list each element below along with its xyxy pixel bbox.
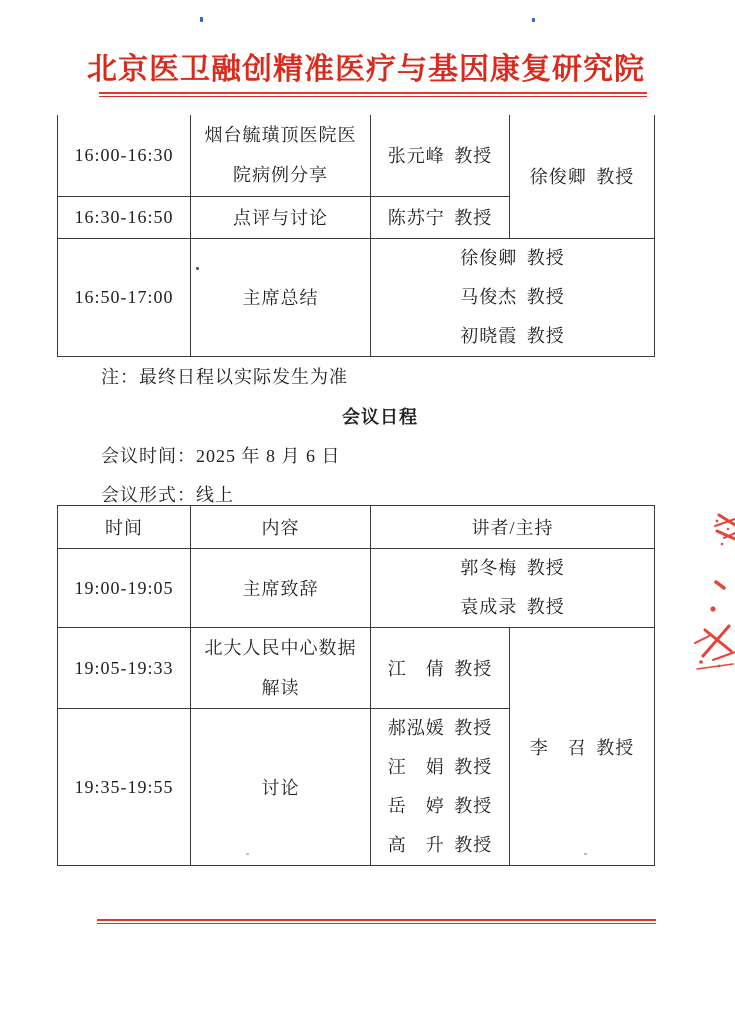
speakers-cell <box>371 238 655 356</box>
red-seal-fragment <box>693 502 735 677</box>
header-content: 内容 <box>191 506 371 549</box>
speakers-cell <box>371 709 510 866</box>
agenda-table-continued <box>57 115 655 357</box>
speaker-cell: 张元峰 教授 <box>371 115 510 196</box>
table-row <box>58 115 655 196</box>
speaker-list <box>371 239 654 356</box>
table-row <box>58 628 655 709</box>
meeting-time-line: 会议时间：2025 年 8 月 6 日 <box>101 446 341 466</box>
header-speaker-host: 讲者/主持 <box>371 506 655 549</box>
ink-speck <box>246 853 249 855</box>
speaker-name: 徐俊卿 教授 <box>460 247 565 268</box>
time-cell: 19:00-19:05 <box>58 549 191 628</box>
content-cell: 点评与讨论 <box>191 196 371 238</box>
speaker-cell: 陈苏宁 教授 <box>371 196 510 238</box>
letterhead-rule <box>99 92 647 97</box>
speaker-name: 高 升 教授 <box>387 835 493 855</box>
speaker-name: 袁成录 教授 <box>460 597 565 617</box>
host-cell: 李 召 教授 <box>510 628 655 866</box>
schedule-note: 注：最终日程以实际发生为准 <box>101 367 348 387</box>
institute-letterhead-title: 北京医卫融创精准医疗与基因康复研究院 <box>87 53 645 86</box>
meeting-format-line: 会议形式：线上 <box>101 485 234 505</box>
table-row <box>58 238 655 356</box>
time-cell: 19:05-19:33 <box>58 628 191 709</box>
content-cell: 主席致辞 <box>191 549 371 628</box>
footer-rule <box>97 919 656 924</box>
speaker-name: 汪 娟 教授 <box>387 757 493 777</box>
speaker-list <box>371 549 654 627</box>
time-cell: 19:35-19:55 <box>58 709 191 866</box>
content-cell: 主席总结 <box>191 238 371 356</box>
speakers-cell <box>371 549 655 628</box>
speaker-name: 岳 婷 教授 <box>387 796 493 816</box>
ink-speck <box>196 267 199 270</box>
agenda-table-main <box>57 505 655 866</box>
blue-ink-speck <box>532 18 535 22</box>
content-cell: 讨论 <box>191 709 371 866</box>
table-row <box>58 549 655 628</box>
ink-speck <box>584 853 587 855</box>
time-cell: 16:30-16:50 <box>58 196 191 238</box>
host-cell: 徐俊卿 教授 <box>510 115 655 238</box>
speaker-name: 马俊杰 教授 <box>460 286 565 307</box>
speaker-name: 初晓霞 教授 <box>460 325 565 346</box>
content-cell <box>191 115 371 196</box>
blue-ink-speck <box>200 17 203 22</box>
speaker-cell: 江 倩 教授 <box>371 628 510 709</box>
section-title: 会议日程 <box>342 407 418 427</box>
speaker-name: 郝泓媛 教授 <box>387 718 493 738</box>
content-cell <box>191 628 371 709</box>
time-cell: 16:50-17:00 <box>58 238 191 356</box>
table-header-row <box>58 506 655 549</box>
content-text: 北大人民中心数据 解读 <box>204 638 357 698</box>
time-cell: 16:00-16:30 <box>58 115 191 196</box>
header-time: 时间 <box>58 506 191 549</box>
speaker-name: 郭冬梅 教授 <box>460 558 565 578</box>
content-text: 烟台毓璜顶医院医 院病例分享 <box>204 125 357 186</box>
